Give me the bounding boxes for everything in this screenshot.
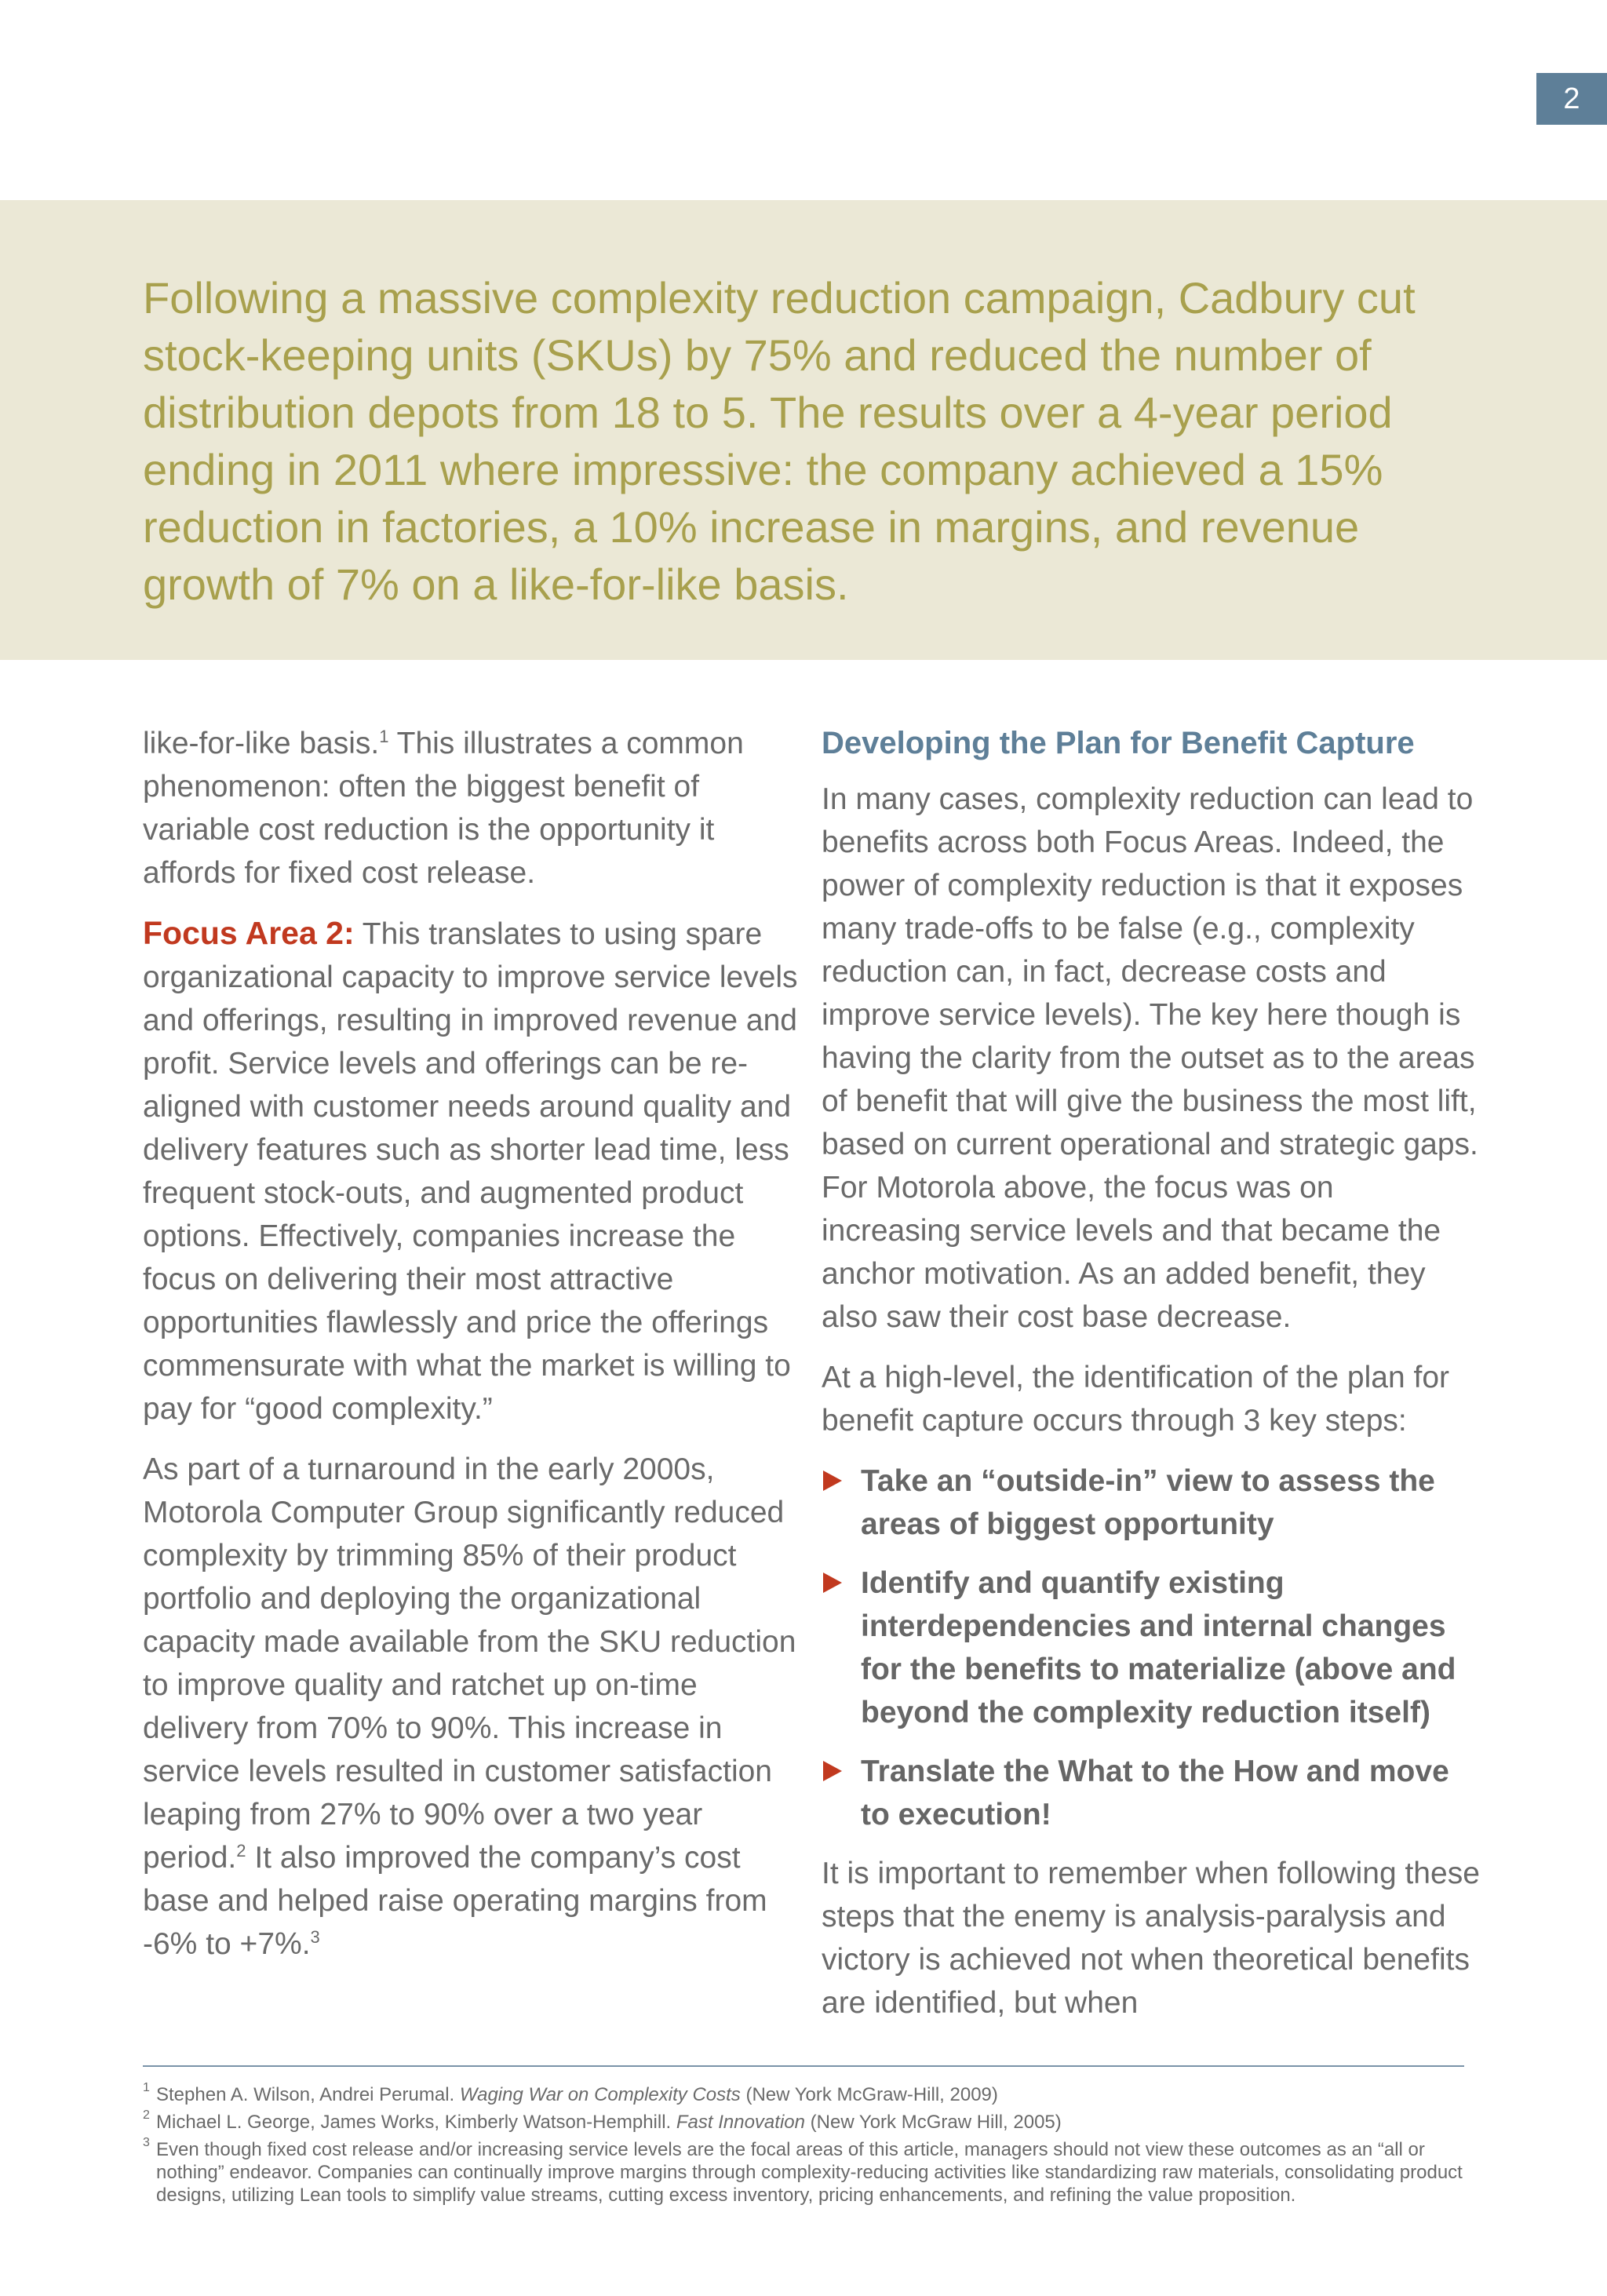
footnote-ref-3: 3: [310, 1927, 320, 1947]
left-p3-text-b: It also improved the company’s cost base and helped raise operating margins from -6% to +7%.: [143, 1841, 767, 1961]
footnote-text: (New York McGraw Hill, 2005): [804, 2112, 1062, 2133]
page-number: 2: [1536, 73, 1607, 125]
footnote-number: 1: [143, 2081, 150, 2094]
left-p2-text: This translates to using spare organizational capacity to improve service levels and offerings, resulting in improved revenue and profit. Service levels and offerings can be re-aligned with customer needs around quality and delivery features such as shorter lead time, less frequent stock-outs, and augmented product options. Effectively, companies increase the focus on delivering their most attractive opportunities flawlessly and price the offerings commensurate with what the market is willing to pay for “good complexity.”: [143, 917, 798, 1426]
right-paragraph-1: In many cases, complexity reduction can lead to benefits across both Focus Areas. Indeed, the power of complexity reduction is that it exposes many trade-offs to be false (e.g., complexity reduction can, in fact, decrease costs and improve service levels). The key here though is having the clarity from the outset as to the areas of benefit that will give the business the most lift, based on current operational and strategic gaps. For Motorola above, the focus was on increasing service levels and that became the anchor motivation. As an added benefit, they also saw their cost base decrease.: [822, 782, 1478, 1334]
footnote-ref-2: 2: [236, 1841, 246, 1860]
pull-quote-box: [0, 200, 1607, 660]
left-paragraph-3: [143, 1448, 802, 1966]
steps-list: [822, 1460, 1481, 1836]
footnote-book-title: Waging War on Complexity Costs: [459, 2084, 741, 2105]
left-p1-text-a: like-for-like basis.: [143, 727, 380, 760]
step-text: Translate the What to the How and move to execution!: [861, 1755, 1449, 1831]
footnotes: [143, 2083, 1492, 2211]
focus-area-label: Focus Area 2:: [143, 915, 355, 951]
triangle-bullet-icon: [823, 1471, 842, 1491]
left-p1-text-b: This illustrates a common phenomenon: often the biggest benefit of variable cost reduction is the opportunity it affords for fixed cost release.: [143, 727, 744, 890]
triangle-bullet-icon: [823, 1761, 842, 1781]
footnote-text: Stephen A. Wilson, Andrei Perumal.: [156, 2084, 460, 2105]
step-text: Take an “outside-in” view to assess the areas of biggest opportunity: [861, 1464, 1435, 1541]
footnote-text: (New York McGraw-Hill, 2009): [740, 2084, 998, 2105]
step-text: Identify and quantify existing interdependencies and internal changes for the benefits to materialize (above and beyond the complexity reduction itself): [861, 1566, 1456, 1729]
footnote-divider: [143, 2065, 1464, 2067]
footnote: [143, 2108, 1492, 2134]
footnote-number: 2: [143, 2108, 150, 2122]
list-item: [822, 1460, 1481, 1546]
right-column: [822, 722, 1481, 2042]
footnote: [143, 2083, 1492, 2106]
right-paragraph-3: It is important to remember when following these steps that the enemy is analysis-paralysis and victory is achieved not when theoretical benefits are identified, but when: [822, 1857, 1480, 2020]
left-paragraph-2: [143, 912, 802, 1430]
right-paragraph-2: At a high-level, the identification of the plan for benefit capture occurs through 3 key steps:: [822, 1361, 1449, 1438]
list-item: [822, 1562, 1481, 1734]
left-p3-text-a: As part of a turnaround in the early 2000s, Motorola Computer Group significantly reduced complexity by trimming 85% of their product portfolio and deploying the organizational capacity made available from the SKU reduction to improve quality and ratchet up on-time delivery from 70% to 90%. This increase in service levels resulted in customer satisfaction leaping from 27% to 90% over a two year period.: [143, 1452, 796, 1875]
footnote: [143, 2138, 1492, 2207]
triangle-bullet-icon: [823, 1573, 842, 1593]
footnote-book-title: Fast Innovation: [676, 2112, 805, 2133]
pull-quote-text: Following a massive complexity reduction campaign, Cadbury cut stock-keeping units (SKUs) by 75% and reduced the number of distribution depots from 18 to 5. The results over a 4-year period ending in 2011 where impressive: the company achieved a 15% reduction in factories, a 10% increase in margins, and revenue growth of 7% on a like-for-like basis.: [143, 273, 1416, 609]
left-paragraph-1: [143, 722, 802, 895]
footnote-ref-1: 1: [379, 727, 389, 746]
footnote-number: 3: [143, 2136, 150, 2149]
footnote-text: Michael L. George, James Works, Kimberly Watson-Hemphill.: [156, 2112, 676, 2133]
left-column: [143, 722, 802, 1983]
footnote-text: Even though fixed cost release and/or increasing service levels are the focal areas of this article, managers should not view these outcomes as an “all or nothing” endeavor. Companies can continually improve margins through complexity-reducing activities like standardizing raw materials, consolidating product designs, utilizing Lean tools to simplify value streams, cutting excess inventory, pricing enhancements, and refining the value proposition.: [156, 2139, 1463, 2206]
list-item: [822, 1750, 1481, 1836]
section-heading: Developing the Plan for Benefit Capture: [822, 726, 1415, 760]
